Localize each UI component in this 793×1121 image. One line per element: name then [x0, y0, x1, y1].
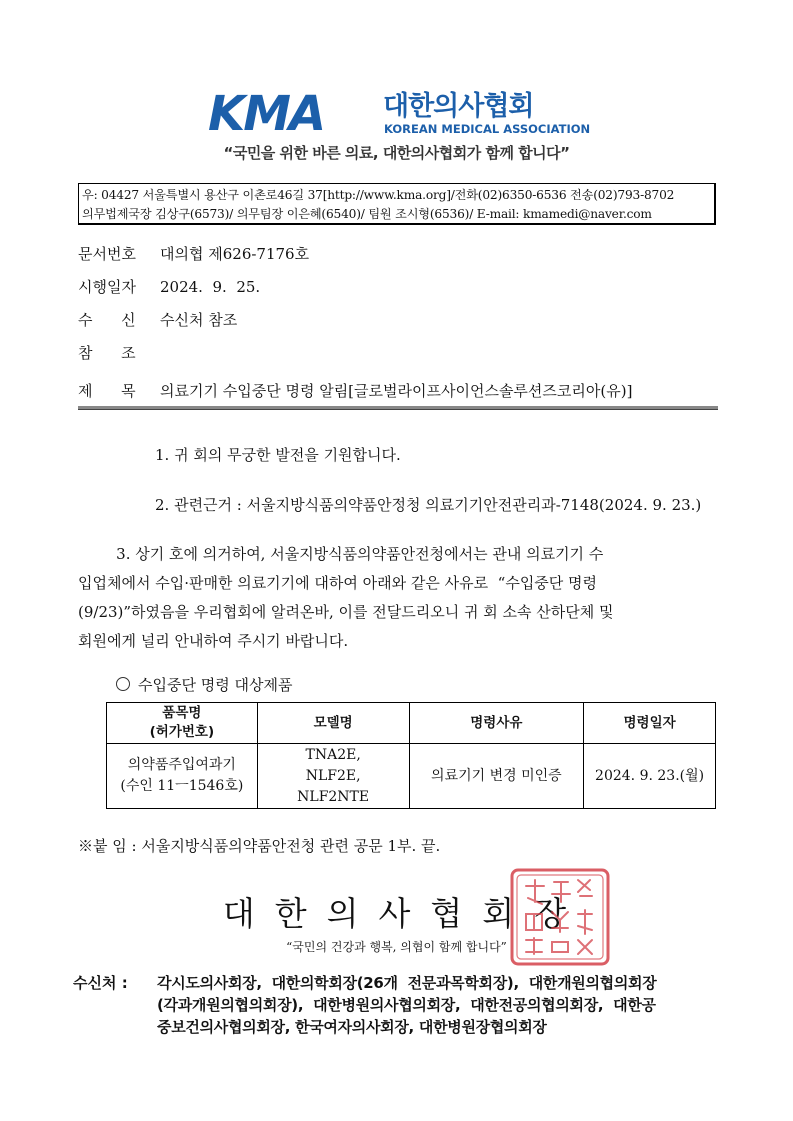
recipient-label: 수 신	[78, 311, 136, 329]
subject-row	[78, 380, 632, 401]
org-name-ko: 대한의사협회	[383, 91, 534, 122]
table-row	[107, 744, 716, 809]
kma-logo	[208, 86, 591, 142]
attachment-note: ※붙 임 : 서울지방식품의약품안전청 관련 공문 1부. 끝.	[78, 837, 441, 855]
doc-number: 대의협 제626-7176호	[160, 245, 310, 263]
org-name-en: KOREAN MEDICAL ASSOCIATION	[384, 122, 591, 136]
date-row	[78, 276, 260, 297]
recipient-row	[78, 309, 237, 330]
header-item-name	[107, 703, 258, 744]
circle-bullet-icon	[116, 677, 130, 691]
recipients-line: 각시도의사회장, 대한의학회장(26개 전문과목학회장), 대한개원의협의회장	[157, 974, 657, 992]
contact-line-staff: 의무법제국장 김상구(6573)/ 의무팀장 이은혜(6540)/ 팀원 조시형(6536)/ E-mail: kmamedi@naver.com	[82, 207, 652, 221]
header-model: 모델명	[257, 703, 409, 744]
paragraph-3-line: (9/23)”하였음을 우리협회에 알려온바, 이를 전달드리오니 귀 회 소속 산하단체 및	[78, 603, 614, 621]
cell-date: 2024. 9. 23.(월)	[584, 744, 716, 809]
cell-item-line2: (수인 11ㅡ1546호)	[120, 778, 244, 794]
doc-number-label: 문서번호	[78, 245, 136, 263]
paragraph-3-line: 회원에게 널리 안내하여 주시기 바랍니다.	[78, 632, 349, 650]
paragraph-1: 1. 귀 회의 무궁한 발전을 기원합니다.	[155, 446, 401, 464]
header-date: 명령일자	[584, 703, 716, 744]
header-item-line1: 품목명	[162, 705, 202, 721]
product-table	[106, 702, 716, 809]
paragraph-3-line: 입업체에서 수입·판매한 의료기기에 대하여 아래와 같은 사유로 “수입중단 명령	[78, 574, 598, 592]
cell-model	[257, 744, 409, 809]
contact-line-address: 우: 04427 서울특별시 용산구 이촌로46길 37[http://www.kma.org]/전화(02)6350-6536 전송(02)793-8702	[82, 188, 675, 202]
header-slogan: “국민을 위한 바른 의료, 대한의사협회가 함께 합니다”	[223, 144, 570, 162]
paragraph-2: 2. 관련근거 : 서울지방식품의약품안정청 의료기기안전관리과-7148(2024. 9. 23.)	[155, 496, 702, 514]
header-item-line2: (허가번호)	[149, 724, 215, 740]
reference-row	[78, 342, 160, 363]
paragraph-3-line: 3. 상기 호에 의거하여, 서울지방식품의약품안전청에서는 관내 의료기기 수	[78, 545, 604, 563]
cell-reason: 의료기기 변경 미인증	[409, 744, 584, 809]
target-products-heading-text: 수입중단 명령 대상제품	[138, 676, 293, 694]
header-reason: 명령사유	[409, 703, 584, 744]
issue-date: 2024. 9. 25.	[160, 278, 261, 296]
reference-label: 참 조	[78, 344, 136, 362]
cell-item-name	[107, 744, 258, 809]
subject-label: 제 목	[78, 382, 136, 400]
signature-slogan: “국민의 건강과 행복, 의협이 함께 합니다”	[286, 940, 507, 954]
cell-item-line1: 의약품주입여과기	[127, 757, 236, 773]
signature-name: 대한의사협회장	[222, 894, 587, 933]
recipients-list	[157, 972, 717, 1038]
cell-model-line3: NLF2NTE	[297, 788, 370, 805]
cell-model-line2: NLF2E,	[305, 767, 361, 784]
recipients-line: (각과개원의협의회장), 대한병원의사협의회장, 대한전공의협의회장, 대한공	[157, 996, 656, 1014]
recipients-line: 중보건의사협의회장, 한국여자의사회장, 대한병원장협의회장	[157, 1018, 547, 1036]
logo-mark: KMA	[208, 86, 325, 142]
recipients-label: 수신처 :	[73, 974, 128, 992]
table-header-row	[107, 703, 716, 744]
subject: 의료기기 수입중단 명령 알림[글로벌라이프사이언스솔루션즈코리아(유)]	[160, 382, 633, 400]
official-seal-icon	[506, 864, 614, 970]
subject-divider	[78, 406, 718, 410]
doc-number-row	[78, 243, 309, 264]
recipient: 수신처 참조	[160, 311, 238, 329]
cell-model-line1: TNA2E,	[305, 746, 361, 763]
contact-box	[78, 183, 716, 225]
target-products-heading	[116, 674, 292, 695]
date-label: 시행일자	[78, 278, 136, 296]
paragraph-3	[78, 540, 716, 656]
